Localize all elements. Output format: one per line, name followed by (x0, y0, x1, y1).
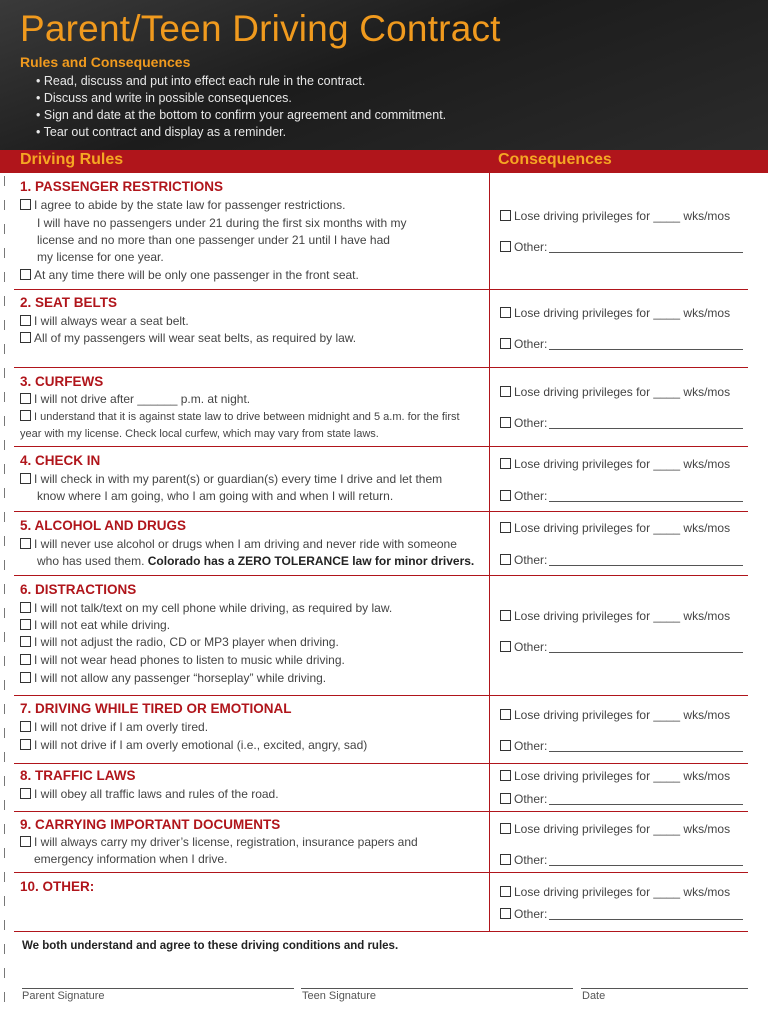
consequence-checkbox[interactable] (500, 210, 511, 221)
rule-text: year with my license. Check local curfew, which may vary from state laws. (20, 428, 379, 440)
rule-text: I will always wear a seat belt. (34, 314, 189, 328)
row-divider (14, 695, 748, 696)
consequence-checkbox[interactable] (500, 307, 511, 318)
other-input[interactable] (549, 793, 743, 805)
section-subtitle: Rules and Consequences (20, 54, 191, 70)
row-divider (14, 811, 748, 812)
rule-text: know where I am going, who I am going with and when I will return. (37, 489, 394, 503)
consequence-checkbox[interactable] (500, 458, 511, 469)
rule-text: I understand that it is against state law to drive between midnight and 5 a.m. for the first (34, 411, 460, 423)
consequence-checkbox[interactable] (500, 338, 511, 349)
rule-title: 3. CURFEWS (20, 374, 104, 389)
row-divider (14, 367, 748, 368)
rule-checkbox[interactable] (20, 636, 31, 647)
other-label: Other: (514, 907, 548, 921)
row-divider (14, 511, 748, 512)
parent-signature-line[interactable] (22, 988, 294, 989)
zero-tolerance-note: Colorado has a ZERO TOLERANCE law for minor drivers. (147, 554, 475, 568)
rule-title: 8. TRAFFIC LAWS (20, 768, 136, 783)
other-input[interactable] (549, 854, 743, 866)
rule-checkbox[interactable] (20, 721, 31, 732)
other-label: Other: (514, 739, 548, 753)
rule-text: I will never use alcohol or drugs when I am driving and never ride with someone (34, 537, 457, 551)
parent-signature-label: Parent Signature (22, 990, 105, 1002)
other-label: Other: (514, 792, 548, 806)
rule-text: I will obey all traffic laws and rules of the road. (34, 787, 279, 801)
rule-checkbox[interactable] (20, 393, 31, 404)
row-divider (14, 446, 748, 447)
rule-text: At any time there will be only one passenger in the front seat. (34, 268, 359, 282)
lose-privileges-text: Lose driving privileges for ____ wks/mos (514, 769, 731, 783)
row-divider (14, 575, 748, 576)
rule-checkbox[interactable] (20, 619, 31, 630)
other-label: Other: (514, 240, 548, 254)
row-divider (14, 289, 748, 290)
driving-rules-header: Driving Rules (20, 151, 124, 168)
other-input[interactable] (549, 641, 743, 653)
rule-title: 1. PASSENGER RESTRICTIONS (20, 179, 224, 194)
rule-checkbox[interactable] (20, 836, 31, 847)
other-label: Other: (514, 853, 548, 867)
column-divider (489, 150, 490, 932)
other-input[interactable] (549, 740, 743, 752)
rule-checkbox[interactable] (20, 199, 31, 210)
rule-checkbox[interactable] (20, 538, 31, 549)
other-label: Other: (514, 489, 548, 503)
date-label: Date (582, 990, 606, 1002)
consequence-checkbox[interactable] (500, 386, 511, 397)
rule-checkbox[interactable] (20, 315, 31, 326)
rule-text: I agree to abide by the state law for passenger restrictions. (34, 198, 346, 212)
rule-text: I will check in with my parent(s) or guardian(s) every time I drive and let them (34, 472, 443, 486)
teen-signature-line[interactable] (301, 988, 573, 989)
teen-signature-label: Teen Signature (302, 990, 376, 1002)
consequence-checkbox[interactable] (500, 770, 511, 781)
rule-title: 4. CHECK IN (20, 453, 101, 468)
other-input[interactable] (549, 490, 743, 502)
consequence-checkbox[interactable] (500, 823, 511, 834)
consequence-checkbox[interactable] (500, 610, 511, 621)
other-input[interactable] (549, 554, 743, 566)
rule-text: license and no more than one passenger under 21 until I have had (37, 233, 390, 247)
lose-privileges-text: Lose driving privileges for ____ wks/mos (514, 306, 731, 320)
other-input[interactable] (549, 338, 743, 350)
date-line[interactable] (581, 988, 748, 989)
rule-checkbox[interactable] (20, 602, 31, 613)
rule-checkbox[interactable] (20, 473, 31, 484)
other-label: Other: (514, 553, 548, 567)
consequence-checkbox[interactable] (500, 641, 511, 652)
rule-checkbox[interactable] (20, 654, 31, 665)
instruction-item: • Read, discuss and put into effect each rule in the contract. (36, 73, 446, 90)
rule-checkbox[interactable] (20, 788, 31, 799)
rule-checkbox[interactable] (20, 269, 31, 280)
lose-privileges-text: Lose driving privileges for ____ wks/mos (514, 609, 731, 623)
other-input[interactable] (549, 908, 743, 920)
tear-off-perforation (4, 176, 5, 1016)
consequences-header: Consequences (498, 151, 612, 168)
instructions-list (36, 73, 446, 141)
rule-checkbox[interactable] (20, 672, 31, 683)
lose-privileges-text: Lose driving privileges for ____ wks/mos (514, 708, 731, 722)
other-input[interactable] (549, 241, 743, 253)
rule-title: 9. CARRYING IMPORTANT DOCUMENTS (20, 817, 281, 832)
rule-title: 5. ALCOHOL AND DRUGS (20, 518, 187, 533)
rule-text: All of my passengers will wear seat belts, as required by law. (34, 331, 357, 345)
consequence-checkbox[interactable] (500, 886, 511, 897)
rule-title: 6. DISTRACTIONS (20, 582, 137, 597)
consequence-checkbox[interactable] (500, 740, 511, 751)
other-label: Other: (514, 416, 548, 430)
contract-header (0, 0, 768, 150)
rule-title: 7. DRIVING WHILE TIRED OR EMOTIONAL (20, 701, 292, 716)
page-title: Parent/Teen Driving Contract (20, 8, 501, 49)
rule-text: I will not drive if I am overly emotional (i.e., excited, angry, sad) (34, 738, 368, 752)
rule-checkbox[interactable] (20, 410, 31, 421)
lose-privileges-text: Lose driving privileges for ____ wks/mos (514, 521, 731, 535)
rule-text: I will not eat while driving. (34, 618, 171, 632)
rule-text: my license for one year. (37, 250, 164, 264)
other-label: Other: (514, 337, 548, 351)
row-divider (14, 872, 748, 873)
consequence-checkbox[interactable] (500, 241, 511, 252)
lose-privileges-text: Lose driving privileges for ____ wks/mos (514, 885, 731, 899)
rule-title: 10. OTHER: (20, 879, 95, 894)
rule-text: I will not adjust the radio, CD or MP3 player when driving. (34, 635, 339, 649)
rule-text: I will not talk/text on my cell phone while driving, as required by law. (34, 601, 393, 615)
rule-text: I will not allow any passenger “horseplay” while driving. (34, 671, 327, 685)
rule-checkbox[interactable] (20, 739, 31, 750)
rule-text: I will not drive after ______ p.m. at night. (34, 392, 251, 406)
instruction-item: • Discuss and write in possible consequences. (36, 90, 446, 107)
consequence-checkbox[interactable] (500, 793, 511, 804)
rule-title: 2. SEAT BELTS (20, 295, 118, 310)
consequence-checkbox[interactable] (500, 554, 511, 565)
consequence-checkbox[interactable] (500, 854, 511, 865)
consequence-checkbox[interactable] (500, 490, 511, 501)
consequence-checkbox[interactable] (500, 417, 511, 428)
lose-privileges-text: Lose driving privileges for ____ wks/mos (514, 385, 731, 399)
row-divider (14, 763, 748, 764)
lose-privileges-text: Lose driving privileges for ____ wks/mos (514, 457, 731, 471)
rule-text: I will always carry my driver’s license, registration, insurance papers and (34, 835, 418, 849)
rule-text: emergency information when I drive. (34, 852, 228, 866)
other-input[interactable] (549, 417, 743, 429)
rule-text: who has used them. (37, 554, 145, 568)
agreement-statement: We both understand and agree to these driving conditions and rules. (22, 940, 399, 952)
row-divider (14, 931, 748, 932)
consequence-checkbox[interactable] (500, 908, 511, 919)
rule-text: I will not drive if I am overly tired. (34, 720, 209, 734)
instruction-item: • Sign and date at the bottom to confirm your agreement and commitment. (36, 107, 446, 124)
other-label: Other: (514, 640, 548, 654)
lose-privileges-text: Lose driving privileges for ____ wks/mos (514, 822, 731, 836)
consequence-checkbox[interactable] (500, 522, 511, 533)
rule-text: I will not wear head phones to listen to music while driving. (34, 653, 345, 667)
lose-privileges-text: Lose driving privileges for ____ wks/mos (514, 209, 731, 223)
rule-text: I will have no passengers under 21 during the first six months with my (37, 216, 407, 230)
consequence-checkbox[interactable] (500, 709, 511, 720)
rule-checkbox[interactable] (20, 332, 31, 343)
instruction-item: • Tear out contract and display as a reminder. (36, 124, 446, 141)
